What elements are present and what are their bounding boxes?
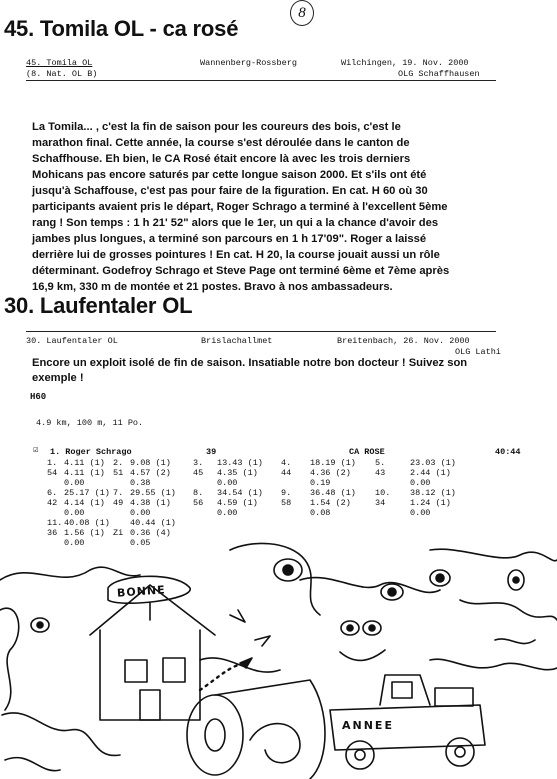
section1-title: 45. Tomila OL - ca rosé	[4, 16, 239, 41]
result-cell: 40.08 (1)	[64, 518, 110, 528]
paragraph-line: derrière lui de grosses pointures ! En cat. H 20, la course jouait aussi un rôle	[32, 249, 440, 261]
result-cell: 4.	[281, 458, 292, 468]
result-cell: 29.55 (1)	[130, 488, 176, 498]
result-cell: 38.12 (1)	[410, 488, 456, 498]
category-label: H60	[30, 392, 47, 402]
paragraph-line: jambes plus longues, a terminé son parcours en 1 h 17'09". Roger a laissé	[32, 233, 427, 245]
result-cell: 4.38 (1)	[130, 498, 171, 508]
result-cell: 40.44 (1)	[130, 518, 176, 528]
result-cell: 0.00	[130, 508, 151, 518]
intro-line: exemple !	[32, 372, 84, 384]
result-cell: 0.08	[310, 508, 331, 518]
result-time: 40:44	[495, 447, 521, 457]
paragraph-line: jusqu'à Schaffouse, c'est pas pour faire de la figuration. En cat. H 60 où 30	[32, 185, 428, 197]
course-info: 4.9 km, 100 m, 11 Po.	[36, 418, 144, 428]
result-cell: 54	[47, 468, 58, 478]
result-cell: 51	[113, 468, 124, 478]
section1-event-subtitle: (8. Nat. OL B)	[26, 69, 98, 79]
paragraph-line: Schaffhouse. Eh bien, le CA Rosé était encore là avec les trois derniers	[32, 153, 411, 165]
result-cell: 7.	[113, 488, 124, 498]
paragraph-line: marathon final. Cette année, la course s'est déroulée dans le canton de	[32, 137, 410, 149]
hand-drawn-illustration	[0, 540, 557, 779]
result-cell: 36	[47, 528, 58, 538]
result-cell: 4.11 (1)	[64, 468, 105, 478]
result-cell: 11.	[47, 518, 63, 528]
result-cell: 0.38	[130, 478, 151, 488]
result-cell: 42	[47, 498, 58, 508]
section1-header-rule	[26, 80, 496, 81]
result-cell: 0.00	[64, 538, 85, 548]
paragraph-line: 16,9 km, 330 m de montée et 21 postes. Bravo à nos ambassadeurs.	[32, 281, 393, 293]
section2-header-rule	[26, 331, 496, 332]
result-cell: 25.17 (1)	[64, 488, 110, 498]
result-cell: 4.59 (1)	[217, 498, 258, 508]
intro-line: Encore un exploit isolé de fin de saison. Insatiable notre bon docteur ! Suivez son	[32, 357, 468, 369]
result-cell: Zi	[113, 528, 124, 538]
result-cell: 9.	[281, 488, 292, 498]
result-cell: 56	[193, 498, 204, 508]
result-cell: 58	[281, 498, 292, 508]
result-cell: 36.48 (1)	[310, 488, 356, 498]
result-cell: 10.	[375, 488, 391, 498]
result-cell: 0.36 (4)	[130, 528, 171, 538]
paragraph-line: déterminant. Godefroy Schrago et Steve Page ont terminé 6ème et 7ème après	[32, 265, 450, 277]
result-cell: 1.56 (1)	[64, 528, 105, 538]
result-cell: 1.54 (2)	[310, 498, 351, 508]
result-cell: 13.43 (1)	[217, 458, 263, 468]
result-cell: 2.44 (1)	[410, 468, 451, 478]
result-rank-name: 1. Roger Schrago	[50, 447, 132, 457]
section1-event-name: 45. Tomila OL	[26, 58, 93, 68]
result-cell: 0.00	[410, 478, 431, 488]
section1-date: Wilchingen, 19. Nov. 2000	[341, 58, 469, 68]
result-cell: 45	[193, 468, 204, 478]
section1-organizer: OLG Schaffhausen	[398, 69, 480, 79]
section2-intro	[32, 356, 502, 386]
result-cell: 0.05	[130, 538, 151, 548]
result-cell: 6.	[47, 488, 58, 498]
section1-location: Wannenberg-Rossberg	[200, 58, 297, 68]
result-cell: 44	[281, 468, 292, 478]
result-cell: 4.35 (1)	[217, 468, 258, 478]
result-cell: 9.08 (1)	[130, 458, 171, 468]
result-cell: 23.03 (1)	[410, 458, 456, 468]
result-cell: 4.57 (2)	[130, 468, 171, 478]
page-number-circle: 8	[290, 0, 314, 26]
result-cell: 1.	[47, 458, 58, 468]
result-cell: 0.19	[310, 478, 331, 488]
result-cell: 3.	[193, 458, 204, 468]
result-cell: 49	[113, 498, 124, 508]
result-cell: 4.36 (2)	[310, 468, 351, 478]
result-cell: 34	[375, 498, 386, 508]
result-cell: 8.	[193, 488, 204, 498]
result-cell: 1.24 (1)	[410, 498, 451, 508]
section2-date: Breitenbach, 26. Nov. 2000	[337, 336, 470, 346]
result-cell: 43	[375, 468, 386, 478]
result-cell: 0.00	[217, 478, 238, 488]
result-cell: 18.19 (1)	[310, 458, 356, 468]
result-year: 39	[206, 447, 217, 457]
checkmark-icon: ☑	[33, 445, 39, 455]
section2-event-name: 30. Laufentaler OL	[26, 336, 118, 346]
paragraph-line: La Tomila... , c'est la fin de saison pour les coureurs des bois, c'est le	[32, 121, 401, 133]
sign-text: BONNE	[116, 583, 167, 600]
result-cell: 0.00	[217, 508, 238, 518]
result-cell: 4.11 (1)	[64, 458, 105, 468]
result-cell: 4.14 (1)	[64, 498, 105, 508]
result-cell: 0.00	[64, 508, 85, 518]
result-club: CA ROSE	[349, 447, 385, 457]
section2-location: Brislachallmet	[201, 336, 273, 346]
section2-organizer: OLG Lathi	[455, 347, 501, 357]
section1-paragraph	[32, 119, 494, 295]
paragraph-line: rang ! Son temps : 1 h 21' 52" alors que le 1er, un qui a la chance d'avoir des	[32, 217, 439, 229]
paragraph-line: Mohicans pas encore saturés par cette longue saison 2000. Et s'ils ont été	[32, 169, 427, 181]
result-cell: 0.00	[64, 478, 85, 488]
truck-text: ANNEE	[342, 719, 394, 732]
paragraph-line: participants avaient pris le départ, Roger Schrago a terminé à l'excellent 5ème	[32, 201, 448, 213]
result-cell: 5.	[375, 458, 386, 468]
result-cell: 2.	[113, 458, 124, 468]
result-cell: 34.54 (1)	[217, 488, 263, 498]
section2-title: 30. Laufentaler OL	[4, 293, 193, 318]
result-cell: 0.00	[410, 508, 431, 518]
